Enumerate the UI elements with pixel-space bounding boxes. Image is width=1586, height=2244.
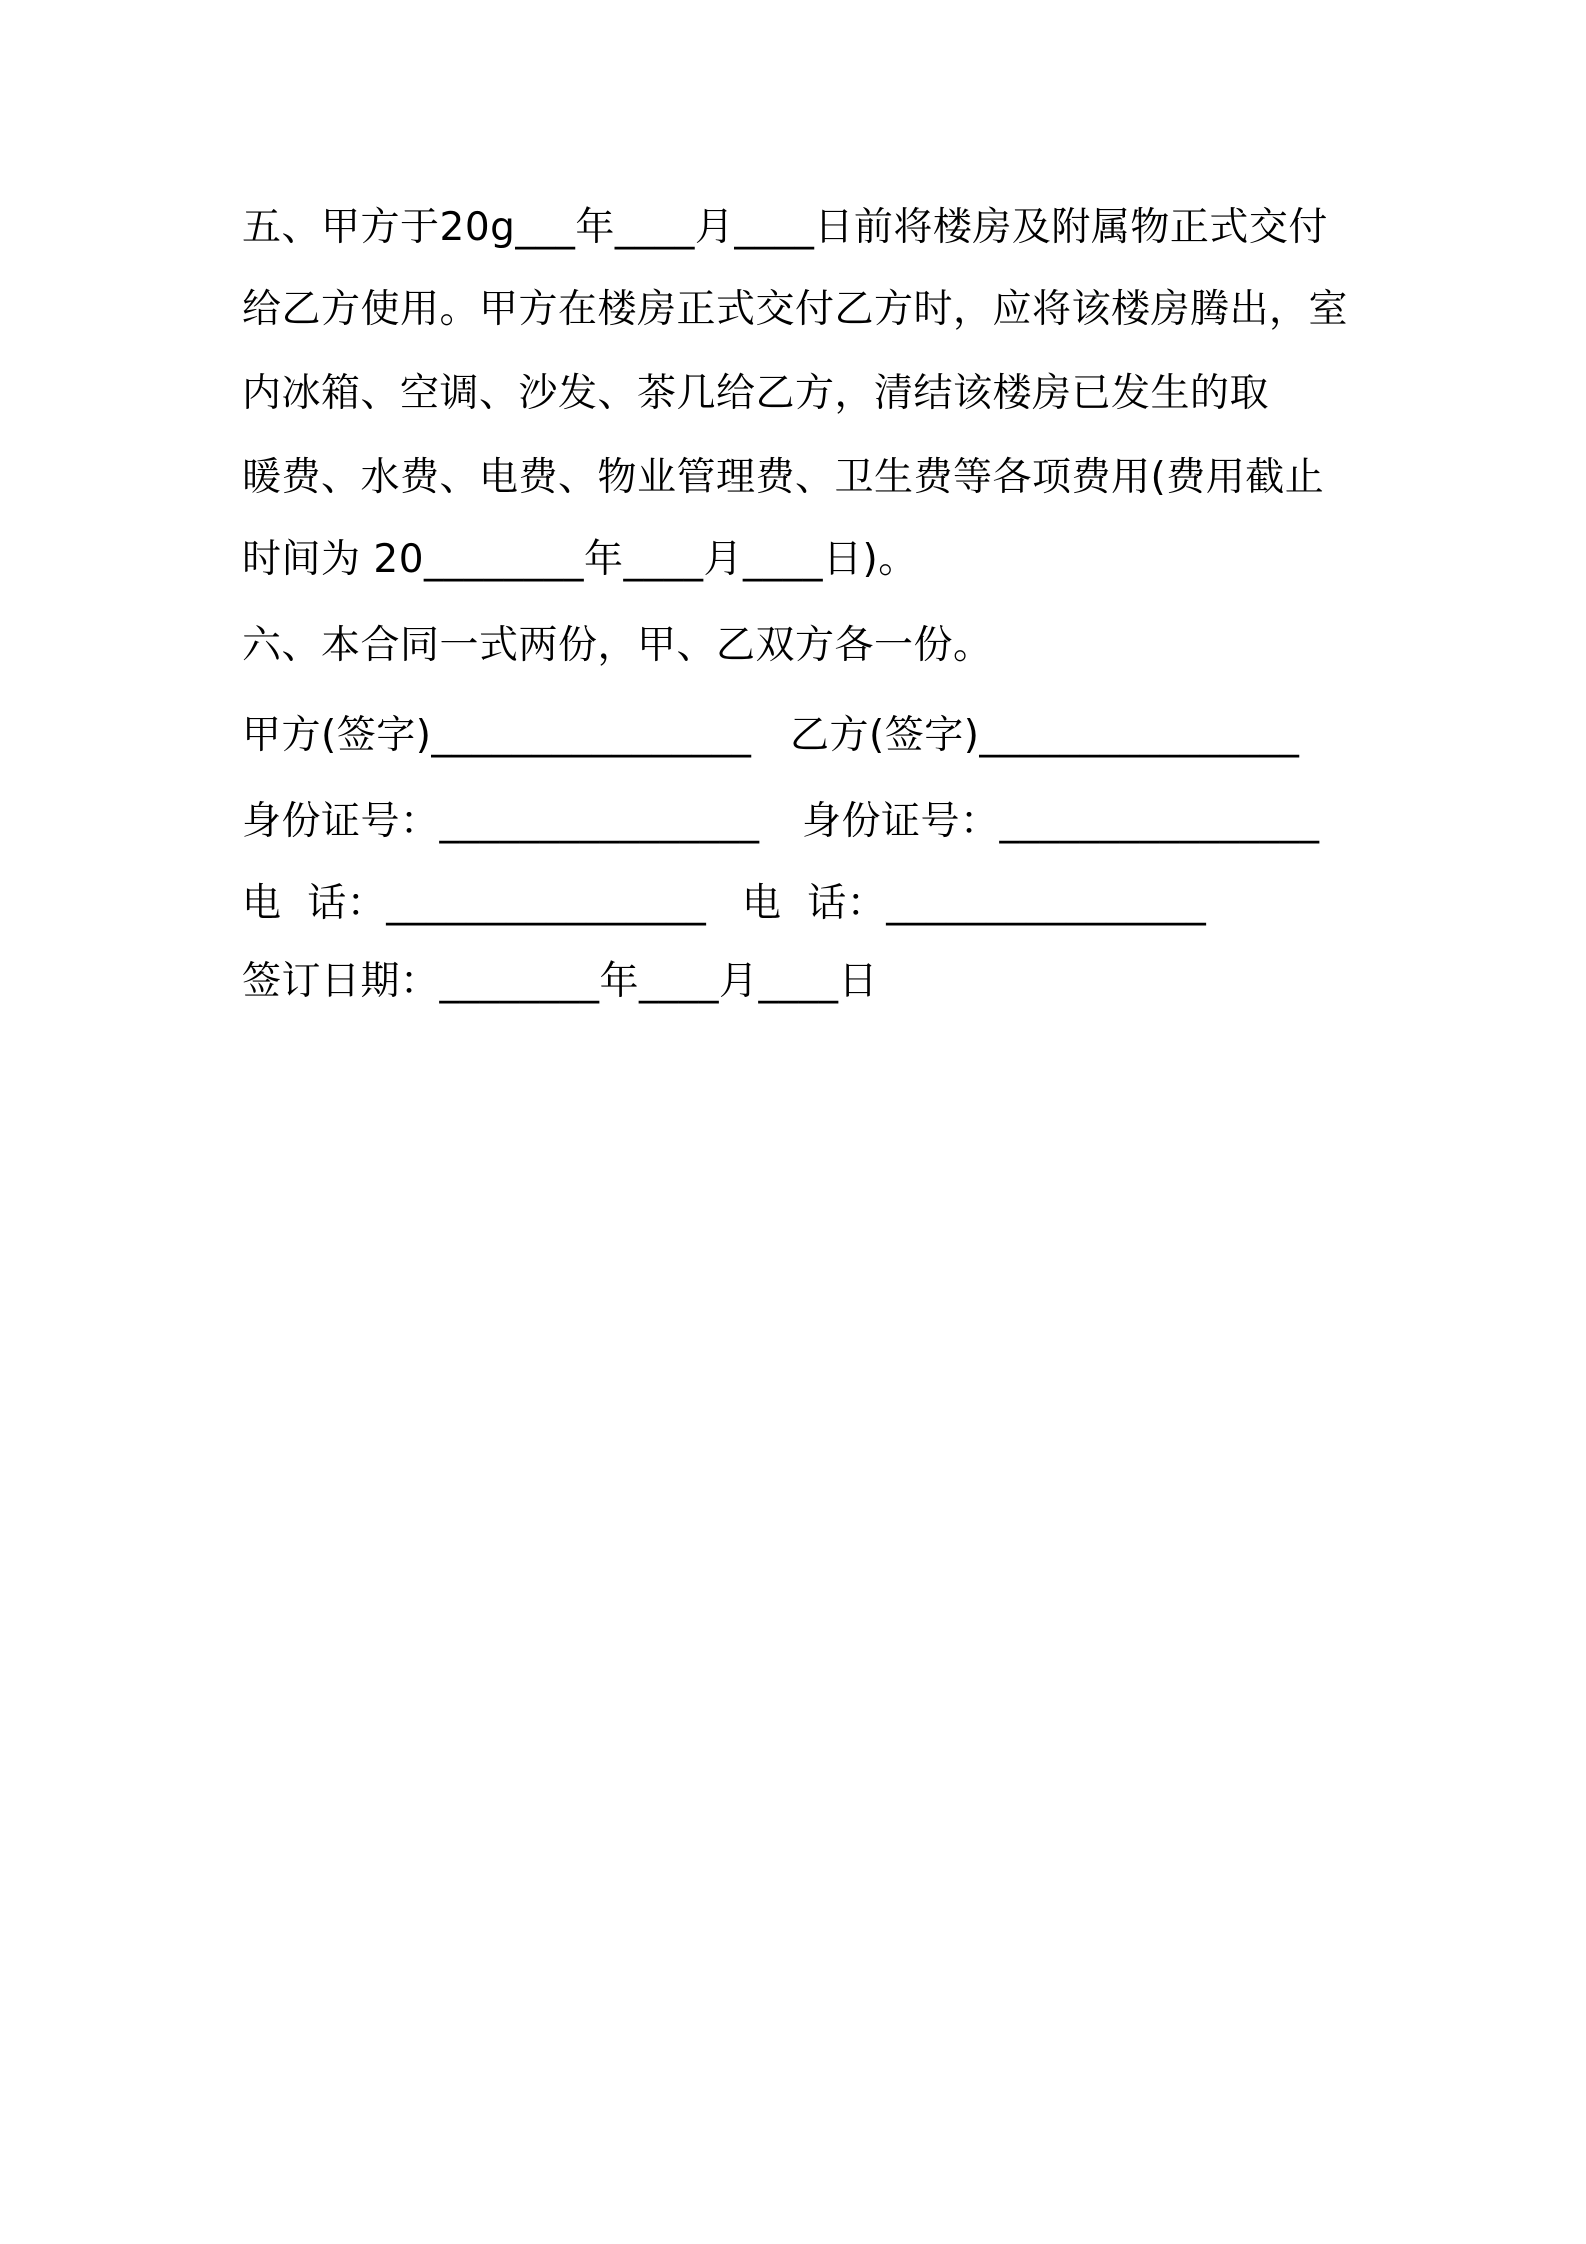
clause-6-line-1: 六、本合同一式两份，甲、乙双方各一份。 [242,623,993,668]
party-b-phone-line: 电 话：________________ [742,881,1207,926]
party-b-signature-line: 乙方(签字)________________ [790,713,1300,758]
clause-5-line-5: 时间为 20________年____月____日)。 [242,537,918,582]
clause-5-line-1: 五、甲方于20g___年____月____日前将楼房及附属物正式交付 [242,205,1328,250]
clause-5-line-4: 暖费、水费、电费、物业管理费、卫生费等各项费用(费用截止 [242,455,1325,500]
party-a-phone-line: 电 话：________________ [242,881,707,926]
party-a-signature-line: 甲方(签字)________________ [242,713,752,758]
clause-5-line-3: 内冰箱、空调、沙发、茶几给乙方，清结该楼房已发生的取 [242,371,1270,416]
clause-5-line-2: 给乙方使用。甲方在楼房正式交付乙方时，应将该楼房腾出，室 [242,287,1349,332]
sign-date-line: 签订日期：________年____月____日 [242,959,879,1004]
party-b-id-line: 身份证号：________________ [802,799,1320,844]
party-a-id-line: 身份证号：________________ [242,799,760,844]
